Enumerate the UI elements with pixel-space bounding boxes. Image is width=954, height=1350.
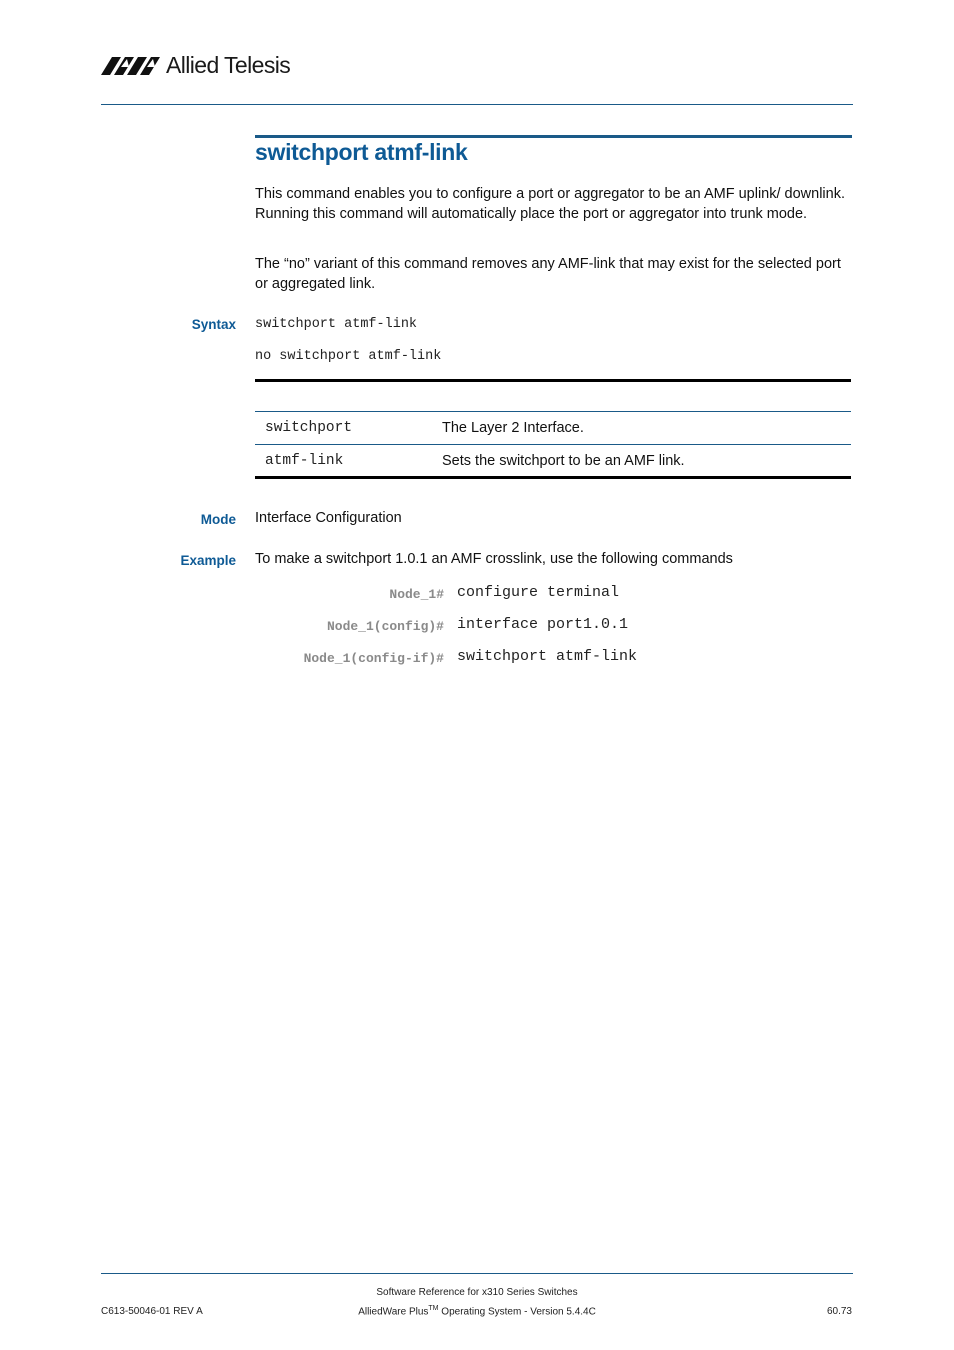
footer-rule bbox=[101, 1273, 853, 1274]
parameter-name: switchport bbox=[265, 420, 353, 436]
example-label: Example bbox=[180, 553, 236, 568]
syntax-line: no switchport atmf-link bbox=[255, 349, 442, 364]
description-paragraph: This command enables you to configure a port or aggregator to be an AMF uplink/ downlink. Running this command will automatically place the port or aggregator into trunk mode. bbox=[255, 186, 845, 222]
allied-telesis-logo bbox=[101, 50, 290, 80]
no-variant-paragraph: The “no” variant of this command removes any AMF-link that may exist for the selected port or aggregated link. bbox=[255, 256, 841, 292]
parameter-description: Sets the switchport to be an AMF link. bbox=[442, 452, 685, 469]
trademark: TM bbox=[428, 1305, 439, 1312]
parameter-description: The Layer 2 Interface. bbox=[442, 420, 584, 436]
cli-prompt: Node_1# bbox=[389, 587, 444, 602]
header-rule bbox=[101, 104, 853, 105]
cli-command: interface port1.0.1 bbox=[457, 616, 629, 633]
title-rule bbox=[255, 135, 852, 138]
mode-value: Interface Configuration bbox=[255, 510, 402, 526]
table-row bbox=[255, 411, 851, 444]
page-title: switchport atmf-link bbox=[255, 139, 468, 165]
footer-doc-title: Software Reference for x310 Series Switches bbox=[376, 1287, 578, 1298]
parameter-name: atmf-link bbox=[265, 452, 344, 469]
example-intro: To make a switchport 1.0.1 an AMF crosslink, use the following commands bbox=[255, 551, 733, 567]
syntax-line: switchport atmf-link bbox=[255, 317, 418, 332]
cli-prompt: Node_1(config)# bbox=[326, 619, 444, 634]
logo-mark-icon bbox=[101, 54, 163, 76]
mode-label: Mode bbox=[200, 512, 236, 527]
table-row bbox=[255, 444, 851, 479]
os-version: Operating System - Version 5.4.4C bbox=[438, 1306, 596, 1318]
parameter-table bbox=[255, 379, 851, 479]
cli-command: switchport atmf-link bbox=[457, 648, 638, 665]
cli-prompt: Node_1(config-if)# bbox=[303, 651, 444, 666]
footer-doc-id: C613-50046-01 REV A bbox=[101, 1306, 203, 1317]
syntax-label: Syntax bbox=[191, 317, 236, 332]
footer-page-number: 60.73 bbox=[826, 1306, 852, 1317]
cli-command: configure terminal bbox=[457, 584, 620, 601]
brand-name: Allied Telesis bbox=[166, 51, 291, 78]
os-name: AlliedWare Plus bbox=[358, 1306, 429, 1318]
